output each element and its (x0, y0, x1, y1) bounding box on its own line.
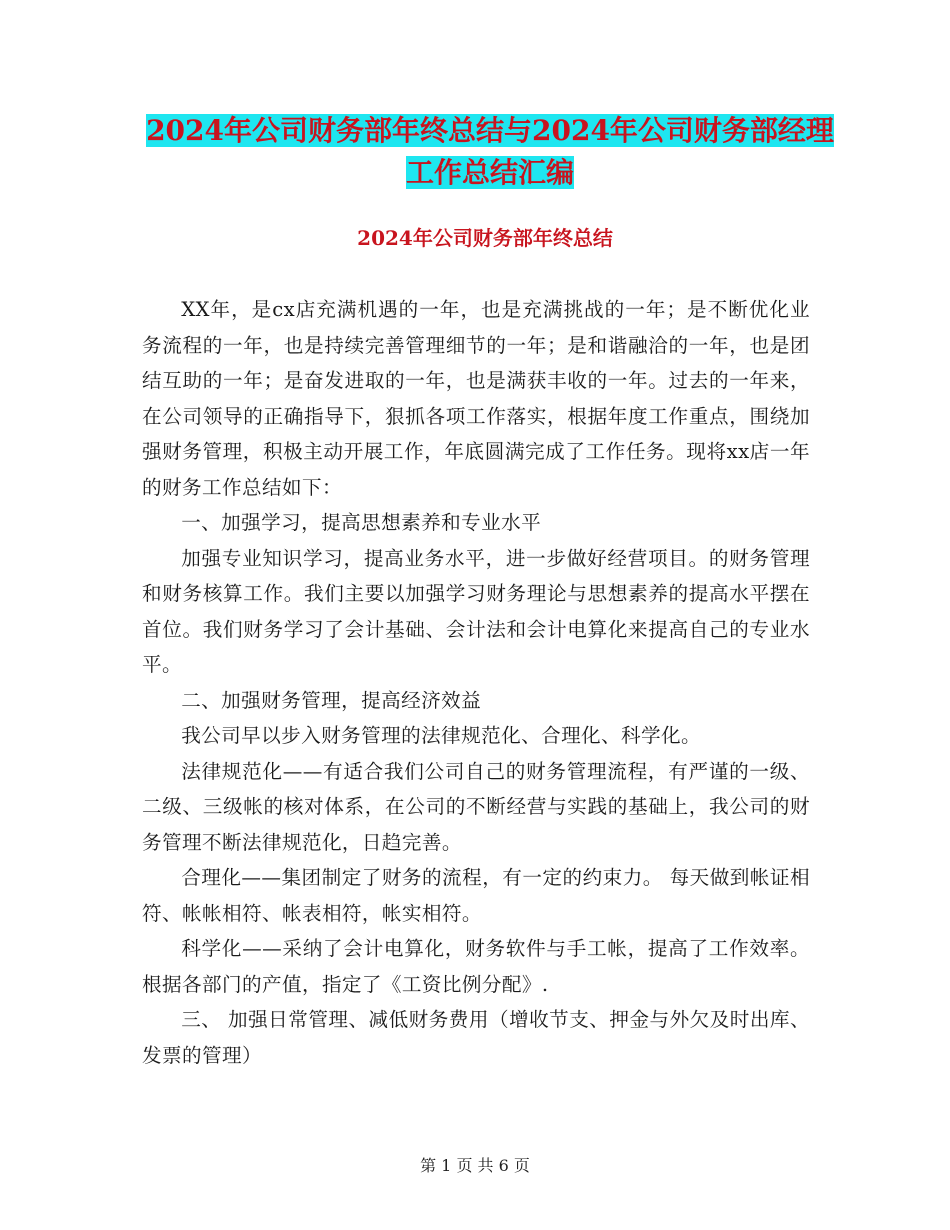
heading-1: 一、加强学习，提高思想素养和专业水平 (181, 511, 542, 534)
section-title: 2024年公司财务部年终总结 (357, 226, 613, 250)
paragraph-intro: XX年，是cx店充满机遇的一年，也是充满挑战的一年；是不断优化业务流程的一年，也是持续完善管理细节的一年；是和谐融洽的一年，也是团结互助的一年；是奋发进取的一年，也是满获丰收的一年。过去的一年来，在公司领导的正确指导下，狠抓各项工作落实，根据年度工作重点，围绕加强财务管理，积极主动开展工作，年底圆满完成了工作任务。现将xx店一年的财务工作总结如下： (142, 298, 810, 499)
paragraph-scientific: 科学化——采纳了会计电算化，财务软件与手工帐，提高了工作效率。根据各部门的产值，指定了《工资比例分配》. (142, 937, 810, 996)
document-body (142, 292, 810, 1073)
paragraph-rational: 合理化——集团制定了财务的流程，有一定的约束力。 每天做到帐证相符、帐帐相符、帐表相符，帐实相符。 (142, 866, 810, 925)
paragraph-study: 加强专业知识学习，提高业务水平，进一步做好经营项目。的财务管理和财务核算工作。我们主要以加强学习财务理论与思想素养的提高水平摆在首位。我们财务学习了会计基础、会计法和会计电算化来提高自己的专业水平。 (142, 546, 810, 676)
paragraph-management: 我公司早以步入财务管理的法律规范化、合理化、科学化。 (181, 724, 702, 747)
document-title-line-2: 工作总结汇编 (405, 156, 574, 189)
document-title-line-1: 2024年公司财务部年终总结与2024年公司财务部经理 (146, 114, 834, 147)
heading-3: 三、 加强日常管理、减低财务费用（增收节支、押金与外欠及时出库、发票的管理） (142, 1008, 810, 1067)
paragraph-legal: 法律规范化——有适合我们公司自己的财务管理流程，有严谨的一级、二级、三级帐的核对体系，在公司的不断经营与实践的基础上，我公司的财务管理不断法律规范化，日趋完善。 (142, 759, 810, 854)
heading-2: 二、加强财务管理，提高经济效益 (181, 688, 482, 712)
page-number-footer: 第 1 页 共 6 页 (420, 1156, 530, 1175)
document-title (140, 110, 840, 194)
